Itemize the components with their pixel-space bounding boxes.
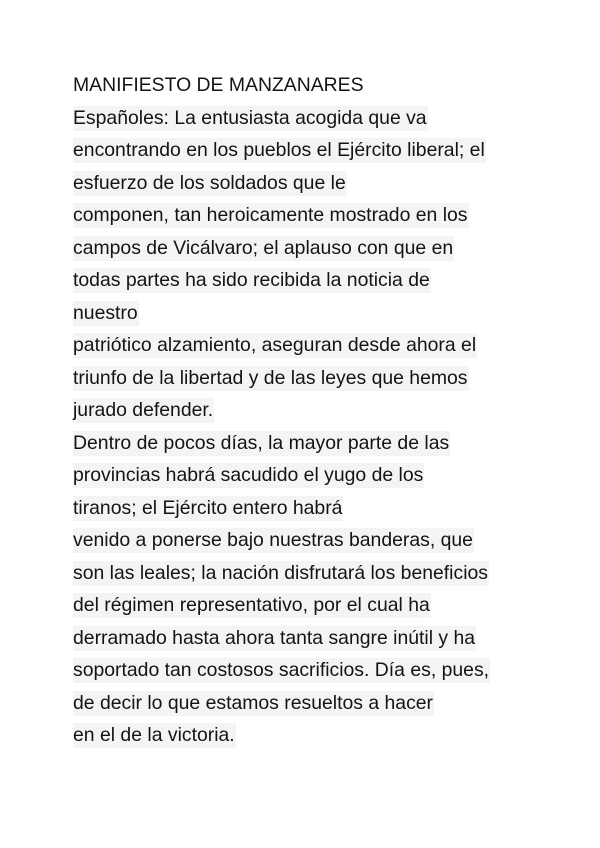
text-line: soportado tan costosos sacrificios. Día es, pues, xyxy=(73,659,490,681)
text-line: jurado defender. xyxy=(73,399,214,421)
text-line: esfuerzo de los soldados que le xyxy=(73,171,346,194)
text-line: son las leales; la nación disfrutará los beneficios xyxy=(73,561,488,584)
document-title: MANIFIESTO DE MANZANARES xyxy=(73,74,364,96)
text-line: en el de la victoria. xyxy=(73,724,235,746)
text-line: triunfo de la libertad y de las leyes que hemos xyxy=(73,366,468,389)
text-line: provincias habrá sacudido el yugo de los xyxy=(73,464,424,486)
text-line: componen, tan heroicamente mostrado en los xyxy=(73,204,468,226)
text-line: patriótico alzamiento, aseguran desde ahora el xyxy=(73,334,477,356)
text-line: encontrando en los pueblos el Ejército liberal; el xyxy=(73,139,485,161)
text-line: Españoles: La entusiasta acogida que va xyxy=(73,106,427,129)
text-line: del régimen representativo, por el cual ha xyxy=(73,594,430,616)
text-line: venido a ponerse bajo nuestras banderas, que xyxy=(73,529,473,551)
text-line: de decir lo que estamos resueltos a hacer xyxy=(73,691,434,714)
text-line: nuestro xyxy=(73,301,138,324)
text-line: derramado hasta ahora tanta sangre inútil y ha xyxy=(73,626,476,649)
text-line: tiranos; el Ejército entero habrá xyxy=(73,496,343,519)
manifesto-text xyxy=(73,69,593,752)
text-line: campos de Vicálvaro; el aplauso con que en xyxy=(73,236,454,259)
text-line: todas partes ha sido recibida la noticia de xyxy=(73,269,430,291)
text-line: Dentro de pocos días, la mayor parte de las xyxy=(73,431,450,454)
